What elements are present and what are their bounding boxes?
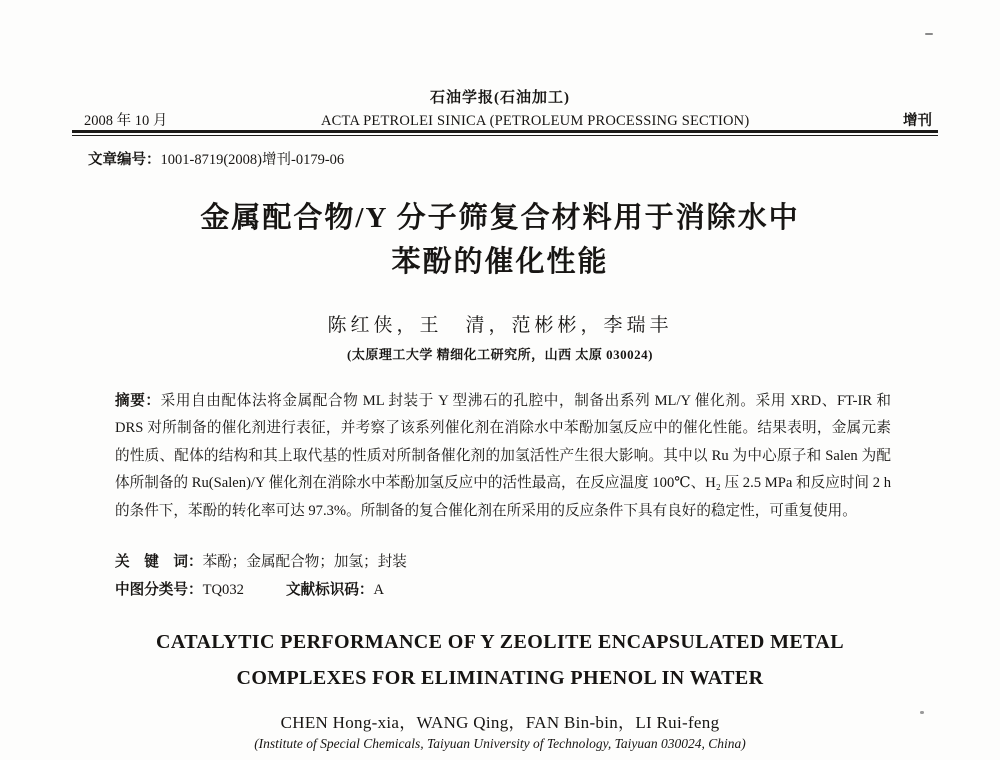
paper-title-en xyxy=(0,624,1000,696)
paper-title-cn-line2: 苯酚的催化性能 xyxy=(391,246,609,278)
doc-code-value: A xyxy=(373,582,385,598)
issue-date: 2008 年 10 月 xyxy=(84,113,168,129)
article-number-label: 文章编号： xyxy=(88,152,161,168)
abstract-paragraph xyxy=(115,388,891,525)
scan-speck-bottom-right xyxy=(920,711,924,714)
journal-title-en: ACTA PETROLEI SINICA (PETROLEUM PROCESSING SECTION) xyxy=(321,113,750,129)
doc-code-label: 文献标识码： xyxy=(285,582,374,598)
clc-line xyxy=(115,578,891,599)
paper-title-cn xyxy=(0,196,1000,284)
header-divider xyxy=(72,130,938,136)
abstract-text: 采用自由配体法将金属配合物 ML 封装于 Y 型沸石的孔腔中，制备出系列 ML/Y 催化剂。采用 XRD、FT-IR 和 DRS 对所制备的催化剂进行表征，并考察了该系列催化剂在消除水中苯酚加氢反应中的催化性能。结果表明，金属元素的性质、配体的结构和其上取代基的性质对所制备催化剂的加氢活性产生很大影响。其中以 Ru 为中心原子和 Salen 为配体所制备的 Ru(Salen)/Y 催化剂在消除水中苯酚加氢反应中的活性最高，在反应温度 100℃、H₂ 压 2.5 MPa 和反应时间 2 h 的条件下，苯酚的转化率可达 97.3%。所制备的复合催化剂在所采用的反应条件下具有良好的稳定性，可重复使用。 xyxy=(115,393,891,519)
affiliation-cn: (太原理工大学 精细化工研究所，山西 太原 030024) xyxy=(347,347,653,362)
article-number-value: 1001-8719(2008)增刊-0179-06 xyxy=(160,152,345,168)
clc-value: TQ032 xyxy=(202,582,244,598)
affiliation-en: (Institute of Special Chemicals, Taiyuan University of Technology, Taiyuan 030024, China) xyxy=(254,736,746,751)
clc-label: 中图分类号： xyxy=(115,582,203,598)
journal-header-row xyxy=(72,109,938,130)
paper-title-cn-line1: 金属配合物/Y 分子筛复合材料用于消除水中 xyxy=(200,202,800,234)
keywords-label: 关 键 词： xyxy=(115,554,203,570)
paper-title-en-line1: CATALYTIC PERFORMANCE OF Y ZEOLITE ENCAPSULATED METAL xyxy=(156,631,844,653)
abstract-label: 摘要： xyxy=(115,393,161,409)
keywords-line xyxy=(115,550,891,571)
journal-title-cn: 石油学报(石油加工) xyxy=(430,90,570,106)
article-number-line xyxy=(88,148,344,169)
scan-speck-top-right xyxy=(925,33,933,35)
keywords-value: 苯酚；金属配合物；加氢；封装 xyxy=(202,554,407,570)
issue-label: 增刊 xyxy=(903,113,932,129)
authors-en: CHEN Hong-xia，WANG Qing，FAN Bin-bin，LI Rui-feng xyxy=(280,713,720,732)
paper-title-en-line2: COMPLEXES FOR ELIMINATING PHENOL IN WATER xyxy=(236,667,764,689)
authors-cn: 陈红侠，王 清，范彬彬，李瑞丰 xyxy=(327,315,673,336)
